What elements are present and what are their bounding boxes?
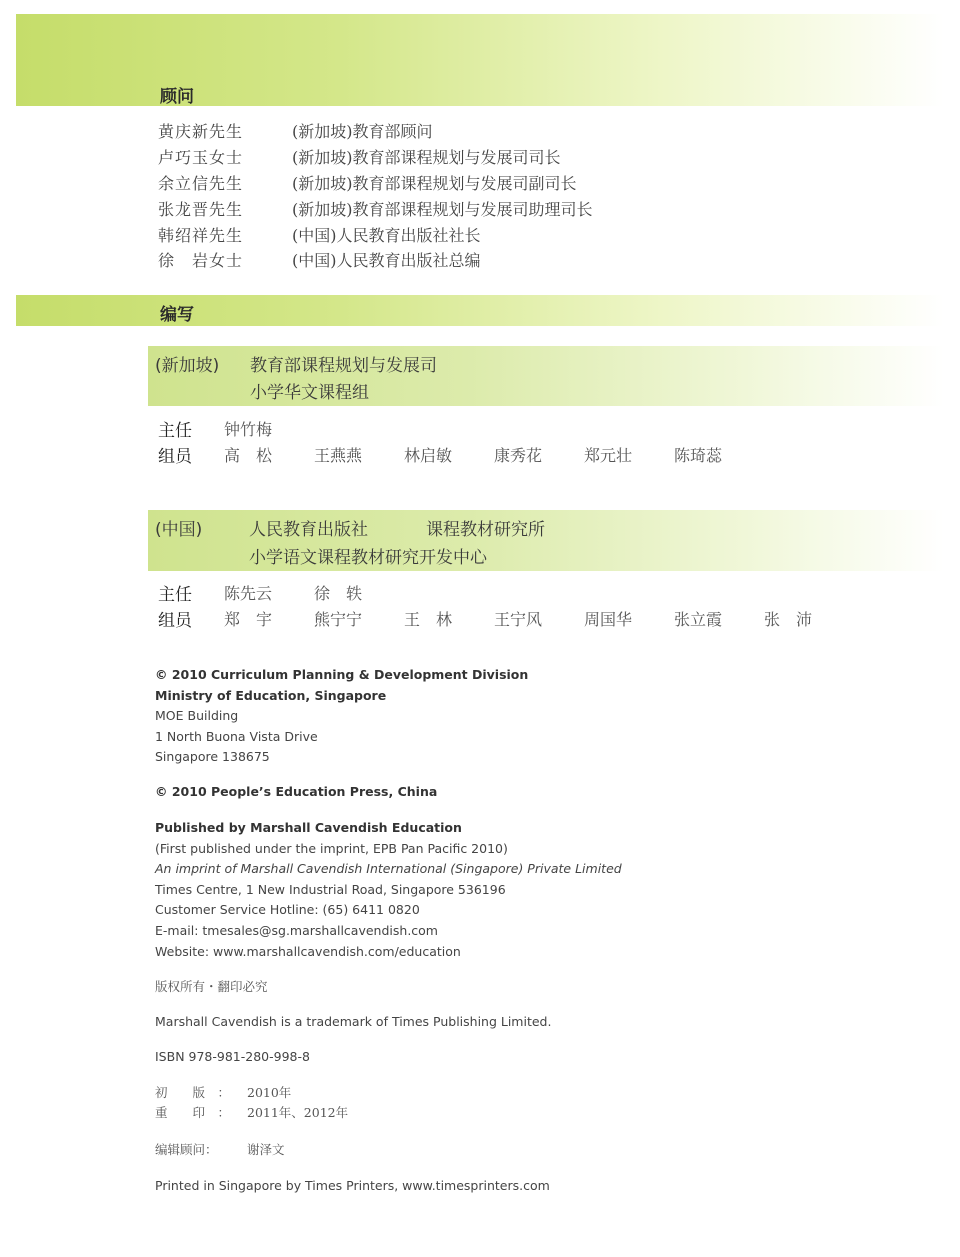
advisor-row	[158, 144, 593, 170]
advisor-role: (新加坡)教育部课程规划与发展司司长	[292, 148, 561, 168]
moe-address-line: Singapore 138675	[155, 749, 270, 765]
singapore-directors-row	[158, 416, 272, 441]
china-directors-row	[158, 580, 362, 605]
advisor-name: 余立信先生	[158, 173, 244, 193]
moe-name-line: Ministry of Education, Singapore	[155, 687, 387, 703]
moe-address-line: MOE Building	[155, 708, 239, 724]
members-label: 组员	[158, 611, 192, 631]
member-name: 张立霞	[674, 610, 723, 629]
advisor-role: (新加坡)教育部课程规划与发展司副司长	[292, 173, 577, 193]
editor-value: 谢泽文	[247, 1142, 285, 1157]
member-name: 王宁风	[494, 610, 543, 629]
member-name: 高 松	[224, 446, 273, 465]
moe-copyright-line: © 2010 Curriculum Planning & Development Division	[155, 667, 529, 682]
advisor-role: (新加坡)教育部课程规划与发展司助理司长	[292, 199, 593, 219]
member-name: 郑元壮	[584, 446, 633, 465]
china-members-row	[158, 606, 854, 631]
pep-copyright-line: © 2010 People’s Education Press, China	[155, 784, 438, 799]
advisor-name: 张龙晋先生	[158, 199, 244, 219]
advisor-name: 徐 岩女士	[158, 251, 244, 271]
advisor-role: (新加坡)教育部顾问	[292, 122, 433, 142]
isbn-line: ISBN 978-981-280-998-8	[155, 1049, 310, 1064]
china-org-line2: 小学语文课程教材研究开发中心	[249, 548, 487, 568]
member-name: 康秀花	[494, 446, 543, 465]
advisor-row	[158, 195, 593, 221]
advisor-row	[158, 118, 593, 144]
member-name: 陈琦蕊	[674, 446, 723, 465]
publisher-website: Website: www.marshallcavendish.com/education	[155, 943, 461, 959]
moe-address-line: 1 North Buona Vista Drive	[155, 728, 318, 744]
writing-header-band	[16, 295, 944, 326]
first-edition-label: 初 版 ：	[155, 1085, 231, 1100]
director-name: 陈先云	[224, 584, 273, 603]
reprint-value: 2011年、2012年	[247, 1105, 349, 1120]
publisher-line: (First published under the imprint, EPB Pan Pacific 2010)	[155, 840, 508, 856]
publisher-email: E-mail: tmesales@sg.marshallcavendish.com	[155, 922, 438, 938]
printed-line: Printed in Singapore by Times Printers, www.timesprinters.com	[155, 1178, 550, 1193]
singapore-country: (新加坡)	[155, 356, 220, 376]
advisor-row	[158, 247, 593, 273]
publisher-line: Customer Service Hotline: (65) 6411 0820	[155, 902, 420, 918]
reprint-row	[155, 1103, 348, 1124]
advisor-name: 卢巧玉女士	[158, 148, 244, 168]
advisor-name: 韩绍祥先生	[158, 225, 244, 245]
moe-copyright-block	[155, 665, 528, 768]
advisor-role: (中国)人民教育出版社总编	[292, 251, 481, 271]
china-org-line1b: 课程教材研究所	[426, 520, 545, 540]
director-label: 主任	[158, 585, 192, 605]
trademark-line: Marshall Cavendish is a trademark of Times Publishing Limited.	[155, 1014, 552, 1029]
singapore-org-line2: 小学华文课程组	[250, 383, 369, 403]
advisor-name: 黄庆新先生	[158, 122, 244, 142]
member-name: 王 林	[404, 610, 453, 629]
rights-reserved-cn: 版权所有・翻印必究	[155, 979, 268, 994]
publisher-block	[155, 818, 622, 962]
publisher-line: Times Centre, 1 New Industrial Road, Singapore 536196	[155, 881, 506, 897]
member-name: 张 沛	[764, 610, 813, 629]
advisor-role: (中国)人民教育出版社社长	[292, 225, 481, 245]
first-edition-value: 2010年	[247, 1085, 292, 1100]
advisors-title: 顾问	[160, 87, 194, 107]
director-name: 钟竹梅	[224, 420, 273, 439]
first-edition-row	[155, 1083, 291, 1104]
publisher-line: An imprint of Marshall Cavendish International (Singapore) Private Limited	[155, 861, 622, 877]
editor-row	[155, 1140, 285, 1161]
singapore-org-line1: 教育部课程规划与发展司	[250, 356, 437, 376]
members-label: 组员	[158, 447, 192, 467]
advisors-list	[158, 118, 593, 273]
reprint-label: 重 印 ：	[155, 1105, 231, 1120]
member-name: 王燕燕	[314, 446, 363, 465]
editor-label: 编辑顾问：	[155, 1142, 218, 1157]
member-name: 熊宁宁	[314, 610, 363, 629]
china-org-line1a: 人民教育出版社	[249, 520, 368, 540]
writing-title: 编写	[160, 305, 194, 325]
director-name: 徐 轶	[314, 584, 363, 603]
advisors-header-band	[16, 14, 944, 106]
advisor-row	[158, 221, 593, 247]
advisor-row	[158, 170, 593, 196]
publisher-line: Published by Marshall Cavendish Education	[155, 820, 462, 835]
singapore-members-row	[158, 442, 764, 467]
member-name: 郑 宇	[224, 610, 273, 629]
china-country: (中国)	[155, 520, 203, 540]
member-name: 林启敏	[404, 446, 453, 465]
director-label: 主任	[158, 421, 192, 441]
member-name: 周国华	[584, 610, 633, 629]
